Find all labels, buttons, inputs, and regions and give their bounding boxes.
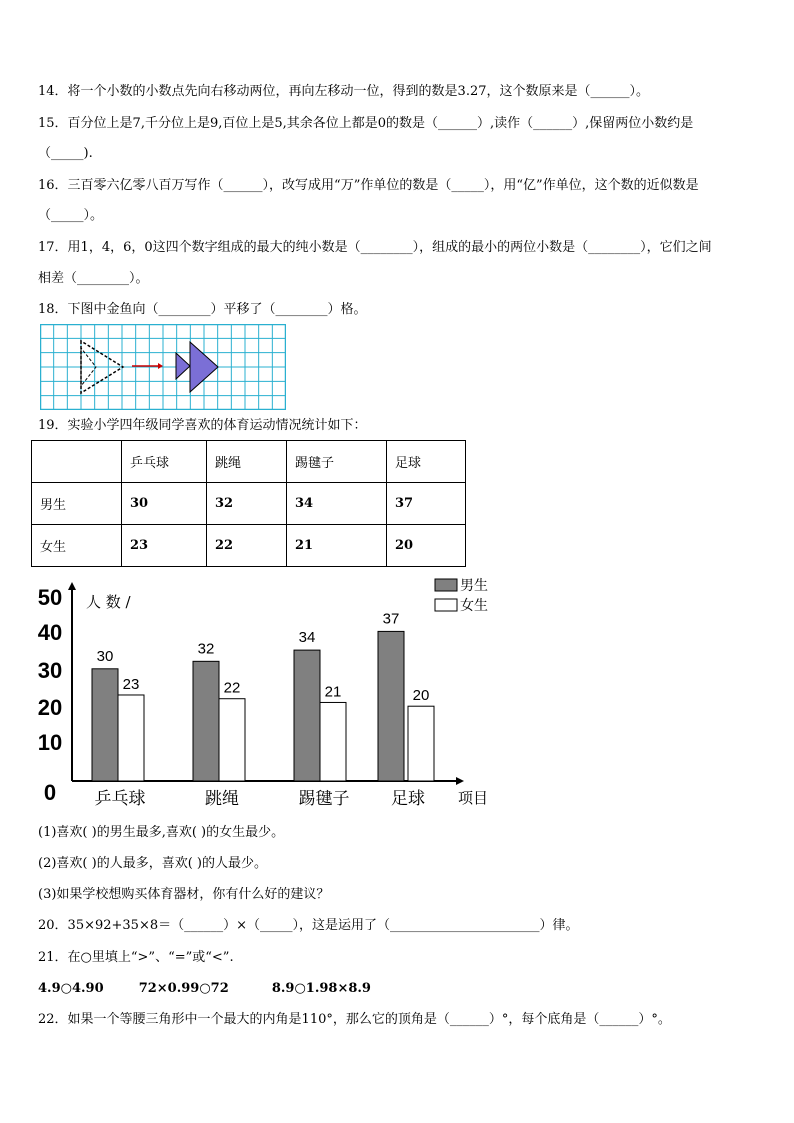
table-cell: 20 xyxy=(387,525,466,567)
table-row xyxy=(32,525,466,567)
question-19-intro: 19．实验小学四年级同学喜欢的体育运动情况统计如下： xyxy=(38,418,367,433)
question-15-line2: （_____). xyxy=(38,146,93,161)
question-18: 18．下图中金鱼向（________）平移了（________）格。 xyxy=(38,302,367,317)
table-header-cell: 足球 xyxy=(387,441,466,483)
table-cell: 32 xyxy=(207,483,287,525)
bar-boys xyxy=(378,631,404,781)
question-19-sub3: (3)如果学校想购买体育器材，你有什么好的建议？ xyxy=(38,887,330,902)
category-label: 足球 xyxy=(391,789,425,809)
bar-chart xyxy=(28,572,498,817)
bar-girls xyxy=(118,695,144,781)
category-label: 踢毽子 xyxy=(298,789,350,809)
legend-swatch-girls xyxy=(435,599,457,611)
sports-stats-table xyxy=(31,440,466,567)
bar-boys xyxy=(92,669,118,781)
table-cell: 22 xyxy=(207,525,287,567)
bar-girls xyxy=(219,699,245,781)
data-label-girls: 22 xyxy=(223,679,241,697)
question-14: 14．将一个小数的小数点先向右移动两位，再向左移动一位，得到的数是3.27，这个数原来是（______）。 xyxy=(38,84,649,99)
question-21-line1: 21．在○里填上“>”、“=”或“<”. xyxy=(38,950,234,965)
y-tick-label: 40 xyxy=(37,620,63,645)
x-axis-arrow xyxy=(456,777,464,785)
table-header-row xyxy=(32,441,466,483)
table-cell: 37 xyxy=(387,483,466,525)
data-label-boys: 32 xyxy=(197,640,215,658)
question-17-line1: 17．用1，4，6，0这四个数字组成的最大的纯小数是（________），组成的最小的两位小数是（________），它们之间 xyxy=(38,240,712,255)
question-21-items xyxy=(38,981,371,997)
table-header-cell: 乒乓球 xyxy=(122,441,207,483)
question-17-line2: 相差（________）。 xyxy=(38,271,149,286)
row-label-boys: 男生 xyxy=(32,483,122,525)
chart-bars xyxy=(92,631,434,781)
x-axis-label: 项目 xyxy=(458,789,489,807)
category-label: 乒乓球 xyxy=(94,789,146,809)
question-22: 22．如果一个等腰三角形中一个最大的内角是110°，那么它的顶角是（______）°，每个底角是（______）°。 xyxy=(38,1012,671,1027)
table-header-cell xyxy=(32,441,122,483)
table-cell: 34 xyxy=(287,483,387,525)
y-tick-label: 30 xyxy=(37,658,63,683)
legend-label-boys: 男生 xyxy=(460,578,488,594)
y-axis-label: 人 数 / xyxy=(86,593,131,611)
y-tick-label: 0 xyxy=(43,780,57,805)
data-label-boys: 30 xyxy=(96,647,114,665)
table-cell: 23 xyxy=(122,525,207,567)
bar-girls xyxy=(408,706,434,781)
legend-swatch-boys xyxy=(435,579,457,591)
compare-item: 72×0.99○72 xyxy=(138,981,229,996)
question-19-sub2: (2)喜欢( )的人最多，喜欢( )的人最少。 xyxy=(38,856,267,871)
move-arrow-head xyxy=(158,363,163,369)
y-axis-arrow xyxy=(68,582,76,590)
compare-item: 4.9○4.90 xyxy=(38,981,104,996)
grid-lines xyxy=(40,324,286,410)
table-cell: 21 xyxy=(287,525,387,567)
bar-boys xyxy=(294,650,320,781)
question-15-line1: 15．百分位上是7,千分位上是9,百位上是5,其余各位上都是0的数是（______）,读作（______）,保留两位小数约是 xyxy=(38,116,694,131)
y-tick-label: 10 xyxy=(37,730,63,755)
data-label-girls: 20 xyxy=(412,687,430,705)
y-tick-label: 20 xyxy=(37,695,63,720)
question-16-line2: （_____）。 xyxy=(38,208,104,223)
table-header-cell: 踢毽子 xyxy=(287,441,387,483)
question-19-sub1: (1)喜欢( )的男生最多,喜欢( )的女生最少。 xyxy=(38,825,285,840)
question-20: 20．35×92+35×8＝（______）×（_____），这是运用了（_______________________）律。 xyxy=(38,918,579,933)
data-label-girls: 21 xyxy=(324,683,342,701)
fish-grid-figure xyxy=(40,324,286,410)
category-label: 跳绳 xyxy=(205,789,239,809)
data-label-boys: 37 xyxy=(382,610,400,628)
moved-fish xyxy=(176,353,190,379)
row-label-girls: 女生 xyxy=(32,525,122,567)
table-cell: 30 xyxy=(122,483,207,525)
bar-girls xyxy=(320,702,346,781)
table-row xyxy=(32,483,466,525)
compare-item: 8.9○1.98×8.9 xyxy=(271,981,371,996)
table-header-cell: 跳绳 xyxy=(207,441,287,483)
bar-boys xyxy=(193,661,219,781)
y-tick-label: 50 xyxy=(37,585,63,610)
data-label-boys: 34 xyxy=(298,629,316,647)
question-16-line1: 16．三百零六亿零八百万写作（______），改写成用“万”作单位的数是（_____），用“亿”作单位，这个数的近似数是 xyxy=(38,178,699,193)
legend-label-girls: 女生 xyxy=(460,598,488,614)
data-label-girls: 23 xyxy=(122,675,140,693)
